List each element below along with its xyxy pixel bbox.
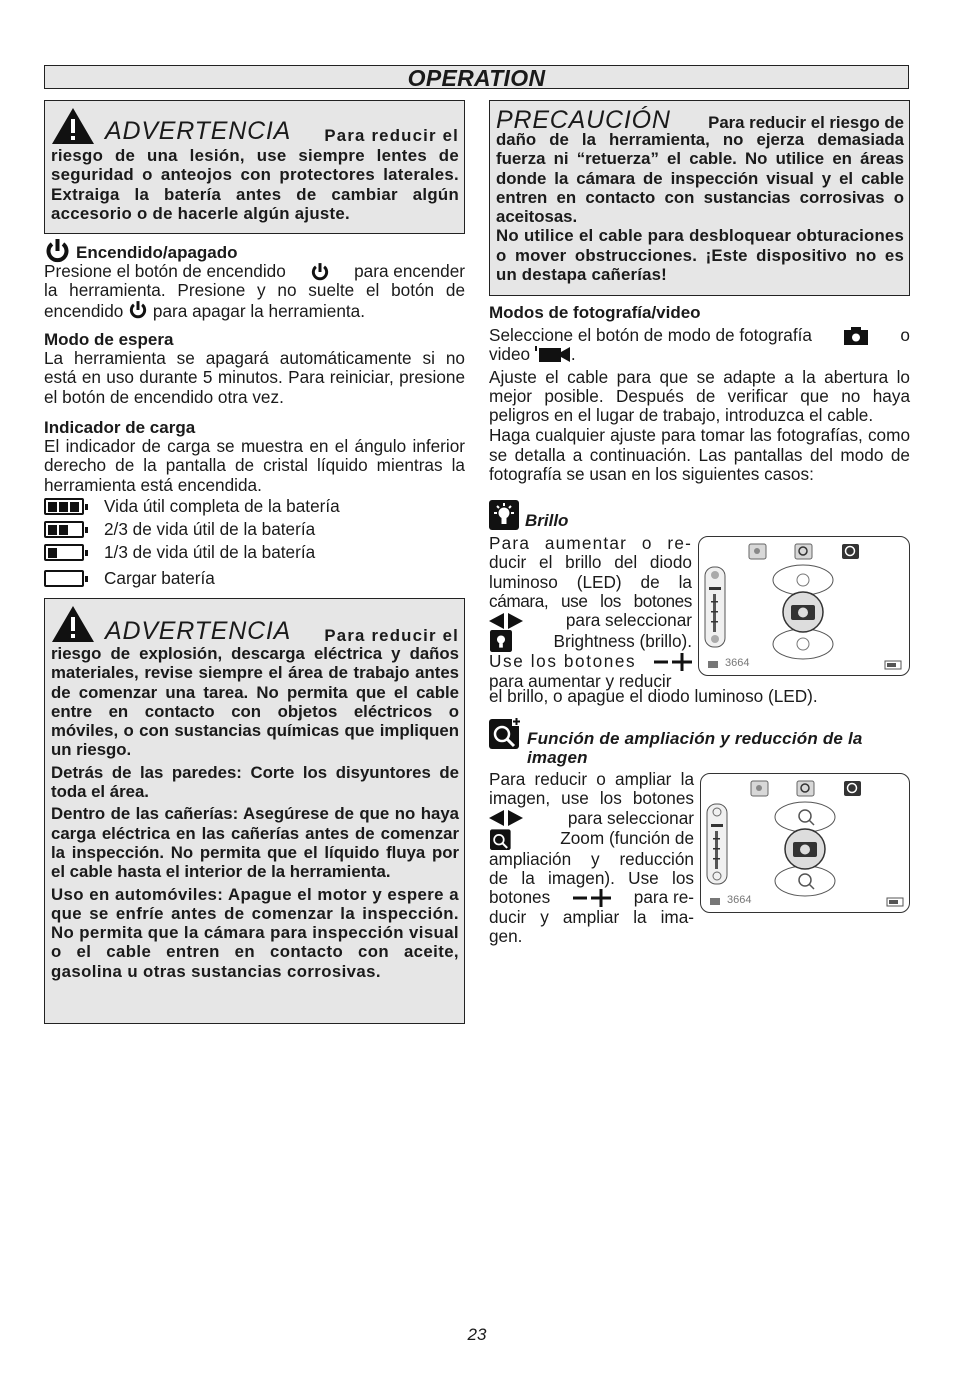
power-text-3a: encendido (44, 300, 124, 321)
camera-icon (844, 327, 868, 345)
section-title: OPERATION (407, 65, 546, 91)
zoom-select-text: para seleccionar (567, 807, 694, 828)
arrow-left-right-icon (489, 810, 523, 826)
brightness-icon (489, 500, 519, 530)
minus-plus-icon (654, 653, 692, 671)
zoom-line-2: imagen, use los botones (489, 788, 694, 809)
charge-section (44, 418, 465, 495)
battery-level-label: 2/3 de vida útil de la batería (104, 519, 316, 539)
warning-paragraph-2: Detrás de las paredes: Corte los disyuntores de toda el área. (51, 762, 459, 802)
warning-lead: Para reducir el (324, 126, 459, 145)
warning-paragraph-1: riesgo de explosión, descarga eléctrica y daños materiales, revise siempre el área de trabajo antes de comenzar una tarea. No permita que el cable entre en contacto con objetos eléctricos o móviles, o con sustancias químicas que impliquen un riesgo. (51, 644, 459, 760)
warning-box-safety (44, 100, 465, 234)
charge-body: El indicador de carga se muestra en el ángulo inferior derecho de la pantalla de cristal líquido mientras la herramienta está encendida. (44, 436, 465, 495)
brightness-line-1: Para aumentar o re- (489, 533, 692, 553)
battery-cell (48, 548, 57, 558)
screen-graphics (699, 537, 911, 677)
warning-paragraph-4: Uso en automóviles: Apague el motor y espere a que se enfríe antes de comenzar la inspección. No permita que la cámara para inspección visual o el cable entren en contacto con aceite, gasolina u otras sustancias corrosivas. (51, 884, 459, 981)
battery-icon (44, 544, 84, 561)
power-section (44, 240, 465, 321)
zoom-icon (489, 828, 513, 850)
standby-body: La herramienta se apagará automáticamente si no está en uso durante 5 minutos. Para reiniciar, presione el botón de encendido otra vez. (44, 348, 465, 407)
zoom-heading-text: Función de ampliación y reducción de la imagen (527, 729, 863, 767)
video-icon (535, 346, 571, 362)
brightness-icon (489, 630, 513, 652)
page-number: 23 (467, 1325, 487, 1344)
modes-heading: Modos de fotografía/video (489, 303, 701, 322)
warning-triangle-icon (51, 107, 95, 145)
brightness-line-4: cámara, use los botones (489, 590, 692, 611)
arrow-left-right-icon (489, 613, 523, 629)
zoom-line-6: de la imagen). Use los (489, 868, 694, 889)
brightness-line-8: para aumentar y reducir (489, 670, 672, 691)
battery-icon (44, 570, 84, 587)
modes-text-2b: . (570, 344, 576, 365)
warning-triangle-icon (51, 605, 95, 643)
warning-word: ADVERTENCIA (105, 617, 292, 645)
brightness-line-9: el brillo, o apague el diodo luminoso (LED). (489, 686, 818, 706)
section-header (44, 65, 909, 89)
caution-paragraph-2: No utilice el cable para desbloquear obturaciones o mover obstrucciones. ¡Este dispositivo no es un destapa cañerías! (496, 226, 904, 285)
battery-cell (59, 525, 68, 535)
modes-paragraph-2: Ajuste el cable para que se adapte a la abertura lo mejor posible. Después de verificar que no haya peligros en el lugar de trabajo, introduzca el cable. (489, 366, 910, 426)
battery-cell (48, 502, 57, 512)
warning-box-explosion (44, 598, 465, 1024)
modes-text-1b: o (900, 325, 910, 345)
zoom-name: Zoom (función de (560, 828, 694, 849)
power-heading: Encendido/apagado (76, 243, 238, 262)
caution-lead: Para reducir el riesgo de (708, 113, 904, 132)
warning-word: ADVERTENCIA (105, 117, 292, 145)
power-icon (310, 263, 330, 281)
brightness-line-2: ducir el brillo del diodo (489, 552, 692, 573)
zoom-screen-illustration (700, 773, 910, 913)
modes-paragraph-3: Haga cualquier ajuste para tomar las fotografías, como se detalla a continuación. Las pantallas del modo de fotografía se usan en los siguientes casos: (489, 425, 910, 485)
battery-cell (59, 502, 68, 512)
standby-heading: Modo de espera (44, 330, 174, 349)
caution-paragraph-1: daño de la herramienta, no ejerza demasiada fuerza ni “retuerza” el cable. No utilice en áreas donde la cámara de inspección visual y el cable entren en contacto con sustancias corrosivas o aceitosas. (496, 130, 904, 227)
modes-text-1a: Seleccione el botón de modo de fotografía (489, 325, 812, 345)
brightness-screen-illustration (698, 536, 910, 676)
power-text-2: la herramienta. Presione y no suelte el botón de (44, 280, 465, 301)
shot-counter: 3664 (727, 894, 752, 906)
battery-cell (48, 525, 57, 535)
minus-plus-icon (573, 889, 611, 907)
power-icon (44, 239, 71, 263)
caution-box (489, 100, 910, 296)
brightness-line-3: luminoso (LED) de la (489, 571, 692, 592)
battery-level-label: Cargar batería (104, 568, 215, 588)
battery-level-label: Vida útil completa de la batería (104, 496, 340, 516)
battery-cell (70, 502, 79, 512)
battery-icon (44, 521, 84, 538)
modes-section (489, 303, 910, 484)
power-text-1a: Presione el botón de encendido (44, 261, 286, 281)
zoom-line-7a: botones (489, 887, 551, 908)
warning-paragraph-3: Dentro de las cañerías: Asegúrese de que no haya carga eléctrica en las cañerías antes de comenzar la inspección. No permita que el líquido fluya por el cable hasta el interior de la herramienta. (51, 804, 459, 882)
modes-text-2a: video (489, 344, 531, 365)
zoom-line-7b: para re- (633, 887, 694, 908)
charge-heading: Indicador de carga (44, 418, 196, 437)
zoom-icon (489, 717, 521, 749)
brightness-use-text: Use los botones (489, 651, 637, 672)
brightness-name: Brightness (brillo). (553, 630, 692, 651)
zoom-line-5: ampliación y reducción (489, 848, 694, 869)
caution-word: PRECAUCIÓN (496, 106, 671, 134)
brightness-text (489, 534, 692, 691)
zoom-line-9: gen. (489, 926, 523, 947)
standby-section (44, 330, 465, 407)
battery-level-label: 1/3 de vida útil de la batería (104, 542, 316, 562)
screen-graphics (701, 774, 911, 914)
power-icon (128, 301, 148, 319)
battery-icon (44, 498, 84, 515)
zoom-line-8: ducir y ampliar la ima- (489, 906, 694, 927)
zoom-text (489, 770, 694, 946)
brightness-heading: Brillo (525, 511, 569, 530)
zoom-heading (527, 729, 910, 767)
warning-body: riesgo de una lesión, use siempre lentes de seguridad o anteojos con protectores laterales. Extraiga la batería antes de cambiar algún accesorio o de hacerle algún ajuste. (51, 146, 459, 223)
warning-lead: Para reducir el (324, 626, 459, 645)
brightness-select-text: para seleccionar (565, 610, 692, 631)
zoom-line-1: Para reducir o ampliar la (489, 769, 694, 789)
power-text-3b: para apagar la herramienta. (152, 300, 365, 321)
power-text-1b: para encender (354, 261, 465, 281)
shot-counter: 3664 (725, 657, 750, 669)
